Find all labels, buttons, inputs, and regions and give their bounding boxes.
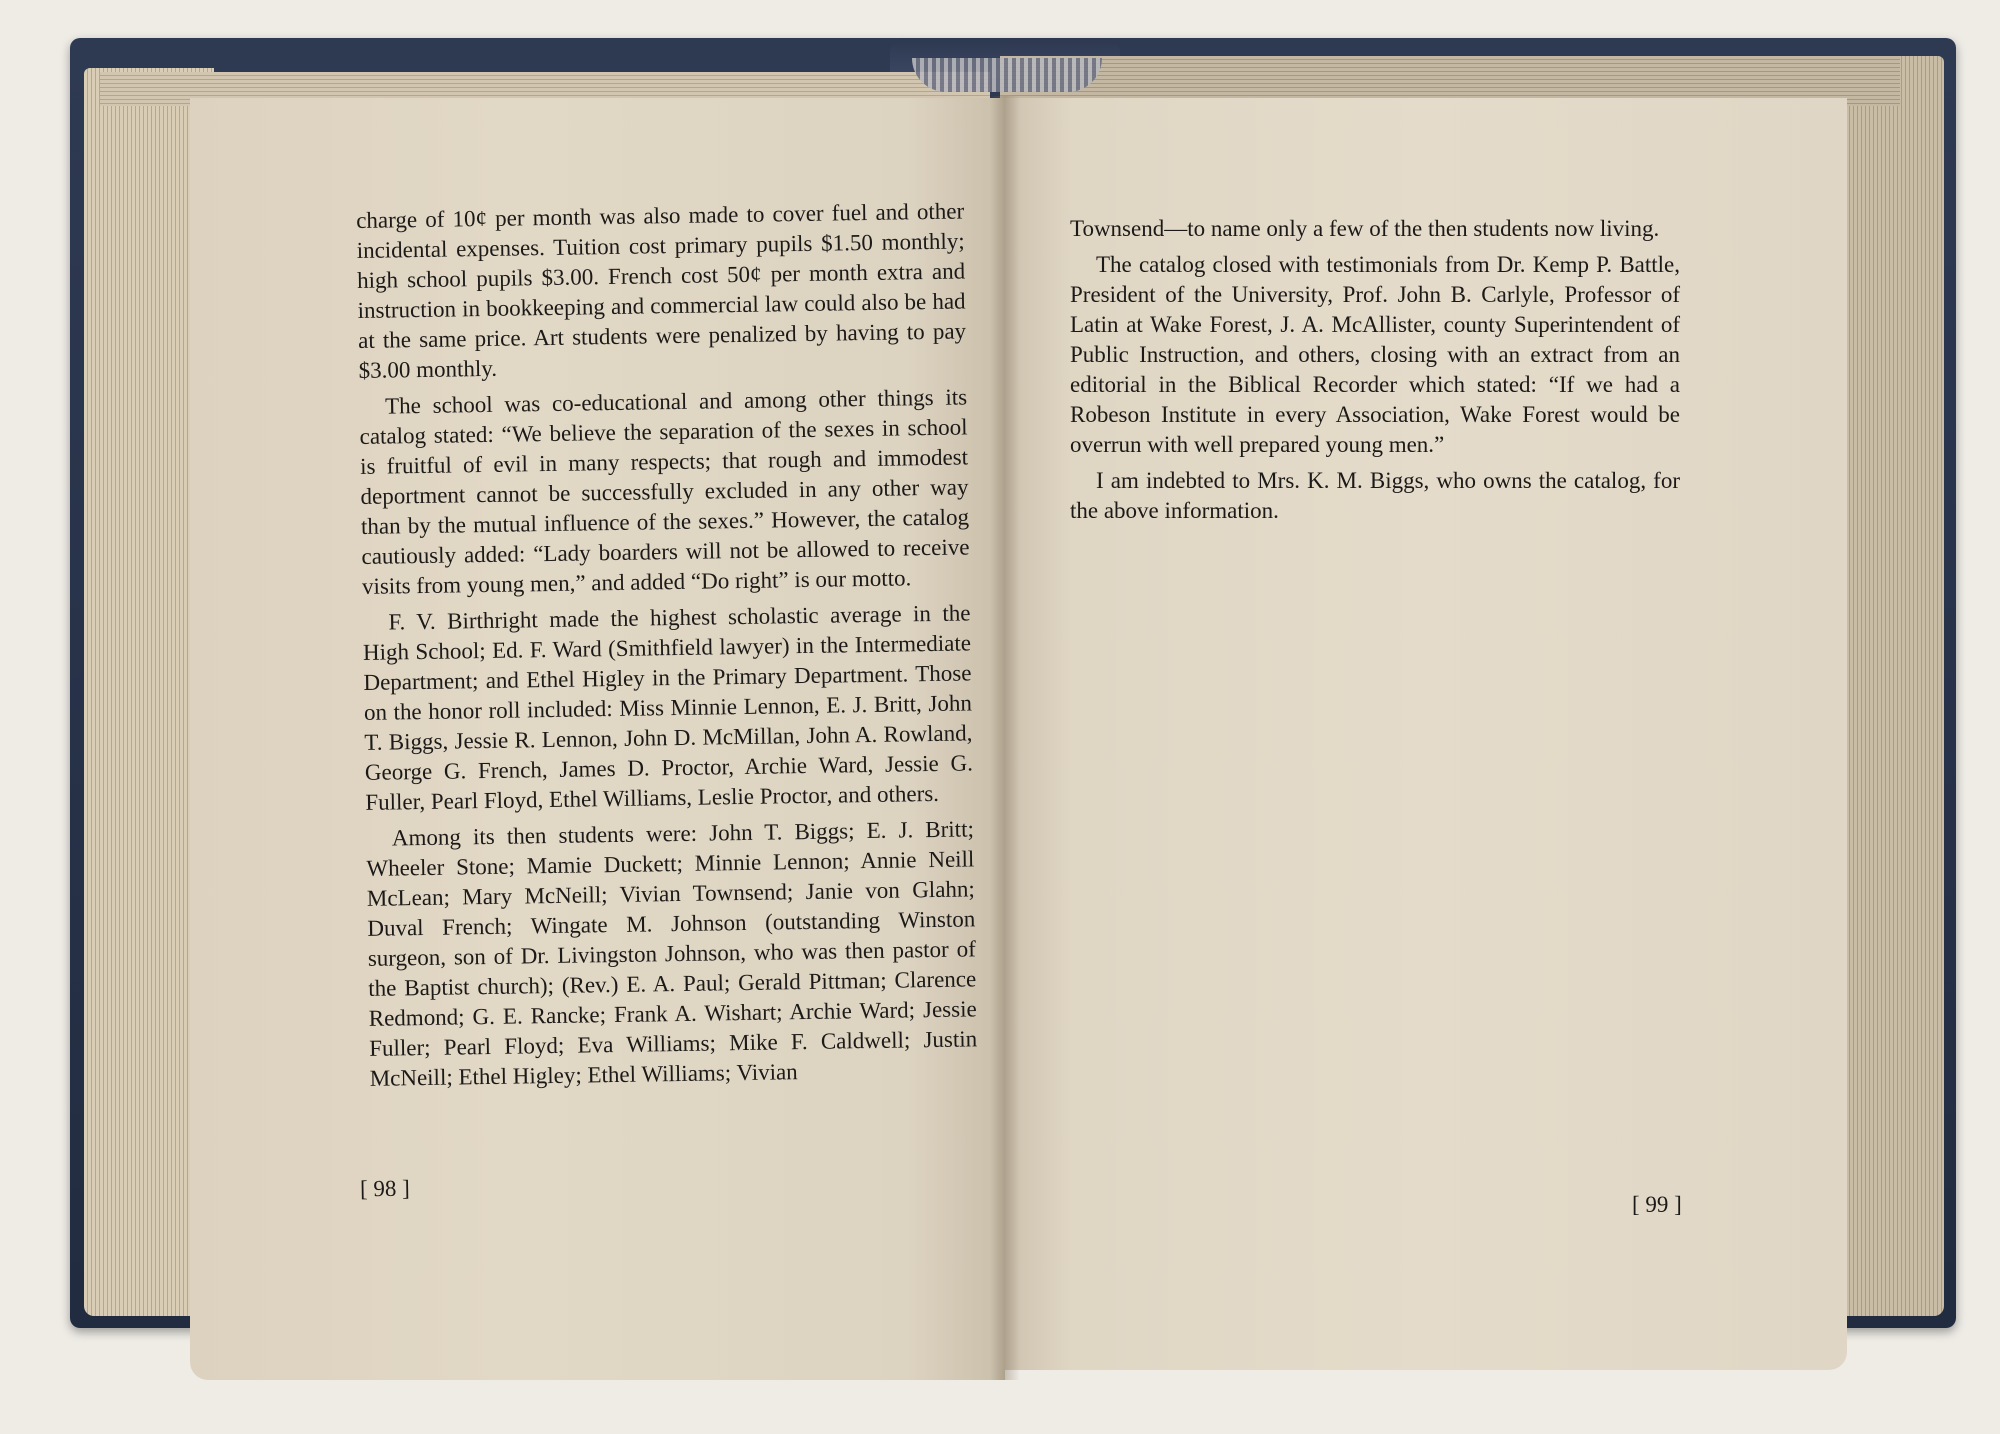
left-page-text bbox=[356, 196, 978, 1093]
page-gutter bbox=[990, 96, 1020, 1380]
paragraph: Among its then students were: John T. Biggs; E. J. Britt; Wheeler Stone; Mamie Duckett; Minnie Lennon; Annie Neill McLean; Mary McNeill; Vivian Townsend; Janie von Glahn; Duval French; Wingate M. Johnson (outstanding Winston surgeon, son of Dr. Livingston Johnson, who was then pastor of the Baptist church); (Rev.) E. A. Paul; Gerald Pittman; Clarence Redmond; G. E. Rancke; Frank A. Wishart; Archie Ward; Jessie Fuller; Pearl Floyd; Eva Williams; Mike F. Caldwell; Justin McNeill; Ethel Higley; Ethel Williams; Vivian bbox=[366, 816, 978, 1091]
headband bbox=[912, 58, 1102, 92]
paragraph: F. V. Birthright made the highest scholastic average in the High School; Ed. F. Ward (Smithfield lawyer) in the Intermediate Department; and Ethel Higley in the Primary Department. Those on the honor roll included: Miss Minnie Lennon, E. J. Britt, John T. Biggs, Jessie R. Lennon, John D. McMillan, John A. Rowland, George G. French, James D. Proctor, Archie Ward, Jessie G. Fuller, Pearl Floyd, Ethel Williams, Leslie Proctor, and others. bbox=[362, 600, 974, 815]
right-page-edges bbox=[1838, 56, 1944, 1316]
page-number-right: [ 99 ] bbox=[1632, 1192, 1682, 1217]
paragraph: Townsend—to name only a few of the then students now living. bbox=[1070, 216, 1660, 241]
paragraph: The catalog closed with testimonials from Dr. Kemp P. Battle, President of the University, Prof. John B. Carlyle, Professor of Latin at Wake Forest, J. A. McAllister, county Superintendent of Public Instruction, and others, closing with an extract from an editorial in the Biblical Recorder which stated: “If we had a Robeson Institute in every Association, Wake Forest would be overrun with well prepared young men.” bbox=[1070, 252, 1680, 457]
paragraph: charge of 10¢ per month was also made to cover fuel and other incidental expenses. Tuition cost primary pupils $1.50 monthly; high school pupils $3.00. French cost 50¢ per month extra and instruction in bookkeeping and commercial law could also be had at the same price. Art students were penalized by having to pay $3.00 monthly. bbox=[356, 198, 967, 383]
paragraph: I am indebted to Mrs. K. M. Biggs, who owns the catalog, for the above information. bbox=[1070, 468, 1680, 523]
right-page-text bbox=[1070, 214, 1680, 526]
page-number-left: [ 98 ] bbox=[359, 1175, 411, 1202]
paragraph: The school was co-educational and among other things its catalog stated: “We believe the separation of the sexes in school is fruitful of evil in many respects; that rough and immodest deportment cannot be successfully excluded in any other way than by the mutual influence of the sexes.” However, the catalog cautiously added: “Lady boarders will not be allowed to receive visits from young men,” and added “Do right” is our motto. bbox=[359, 384, 970, 599]
